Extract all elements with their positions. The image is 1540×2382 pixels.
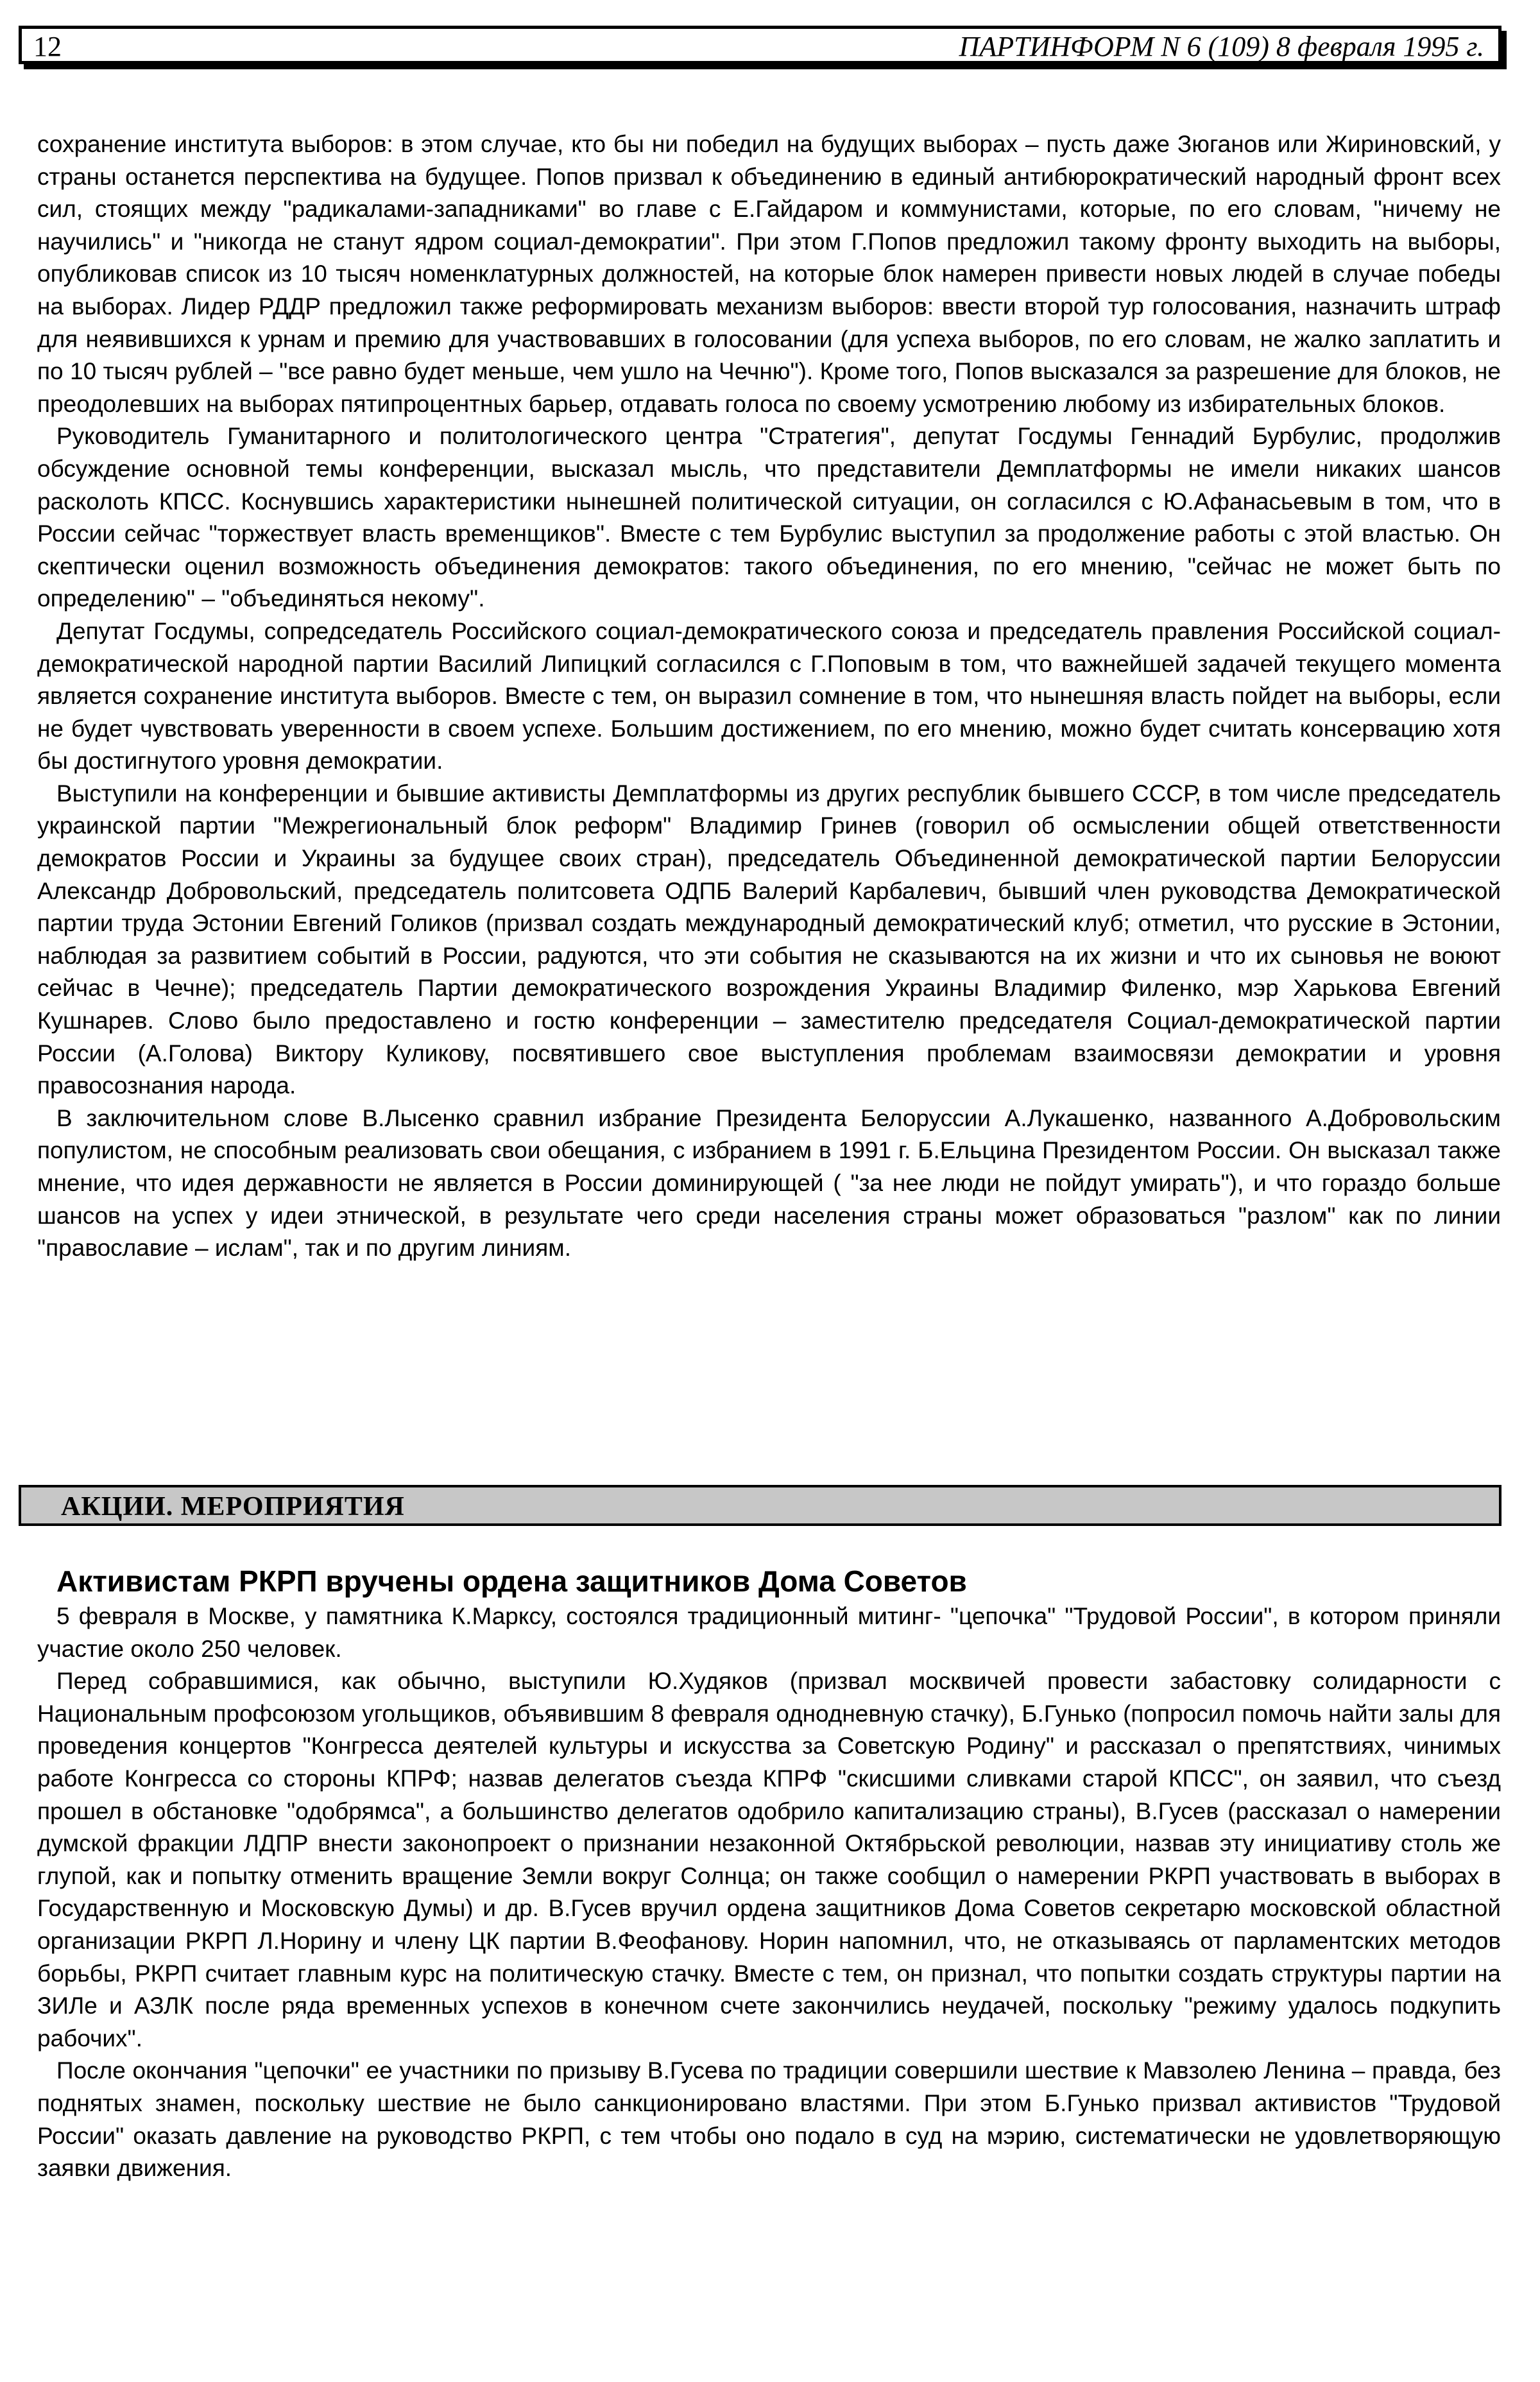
paragraph: В заключительном слове В.Лысенко сравнил избрание Президента Белоруссии А.Лукашенко, названного А.Добровольским популистом, не способным реализовать свои обещания, с избранием в 1991 г. Б.Ельцина Президентом России. Он высказал также мнение, что идея державности не является в России доминирующей ( "за нее люди не пойдут умирать"), и что гораздо больше шансов на успех у идеи этнической, в результате чего среди населения страны может образоваться "разлом" как по линии "православие – ислам", так и по другим линиям. (37, 1104, 1501, 1262)
paragraph: Депутат Госдумы, сопредседатель Российского социал-демократического союза и председатель правления Российской социал-демократической народной партии Василий Липицкий согласился с Г.Поповым в том, что важнейшей задачей текущего момента является сохранение института выборов. Вместе с тем, он выразил сомнение в том, что нынешняя власть пойдет на выборы, если не будет чувствовать уверенности в своем успехе. Большим достижением, по его мнению, можно будет считать консервацию хотя бы достигнутого уровня демократии. (37, 617, 1501, 775)
page-header (19, 26, 1502, 64)
paragraph: После окончания "цепочки" ее участники по призыву В.Гусева по традиции совершили шествие к Мавзолею Ленина – правда, без поднятых знамен, поскольку шествие не было санкционировано властями. При этом Б.Гунько призвал активистов "Трудовой России" оказать давление на руководство РКРП, с тем чтобы оно подало в суд на мэрию, систематически не удовлетворяющую заявки движения. (37, 2057, 1501, 2182)
section-title: АКЦИИ. МЕРОПРИЯТИЯ (61, 1492, 405, 1521)
paragraph: сохранение института выборов: в этом случае, кто бы ни победил на будущих выборах – пусть даже Зюганов или Жириновский, у страны останется перспектива на будущее. Попов призвал к объединению в единый антибюрократический народный фронт всех сил, стоящих между "радикалами-западниками" во главе с Е.Гайдаром и коммунистами, которые, по его словам, "ничему не научились" и "никогда не станут ядром социал-демократии". При этом Г.Попов предложил такому фронту выходить на выборы, опубликовав список из 10 тысяч номенклатурных должностей, на которые блок намерен привести новых людей в случае победы на выборах. Лидер РДДР предложил также реформировать механизм выборов: ввести второй тур голосования, назначить штраф для неявившихся к урнам и премию для участвовавших в голосовании (для успеха выборов, по его словам, не жалко заплатить и по 10 тысяч рублей – "все равно будет меньше, чем ушло на Чечню"). Кроме того, Попов высказался за разрешение для блоков, не преодолевших на выборах пятипроцентных барьер, отдавать голоса по своему усмотрению любому из избирательных блоков. (37, 131, 1501, 417)
article-body (37, 1600, 1501, 2185)
page-number: 12 (33, 31, 62, 62)
paragraph: 5 февраля в Москве, у памятника К.Марксу, состоялся традиционный митинг- "цепочка" "Трудовой России", в котором приняли участие около 250 человек. (37, 1603, 1501, 1662)
article-title: Активистам РКРП вручены ордена защитников Дома Советов (56, 1564, 967, 1598)
paragraph: Перед собравшимися, как обычно, выступили Ю.Худяков (призвал москвичей провести забастовку солидарности с Национальным профсоюзом угольщиков, объявившим 8 февраля однодневную стачку), Б.Гунько (попросил помочь найти залы для проведения концертов "Конгресса деятелей культуры и искусства за Советскую Родину" и рассказал о препятствиях, чинимых работе Конгресса со стороны КПРФ; назвав делегатов съезда КПРФ "скисшими сливками старой КПСС", он заявил, что съезд прошел в обстановке "одобрямса", а большинство делегатов одобрило капитализацию страны), В.Гусев (рассказал о намерении думской фракции ЛДПР внести законопроект о признании незаконной Октябрьской революции, назвав эту инициативу столь же глупой, как и попытку отменить вращение Земли вокруг Солнца; он также сообщил о намерении РКРП участвовать в выборах в Государственную и Московскую Думы) и др. В.Гусев вручил ордена защитников Дома Советов секретарю московской областной организации РКРП Л.Норину и члену ЦК партии В.Феофанову. Норин напомнил, что, не отказываясь от парламентских методов борьбы, РКРП считает главным курс на политическую стачку. Вместе с тем, он признал, что попытки создать структуры партии на ЗИЛе и АЗЛК после ряда временных успехов в конечном счете закончились неудачей, поскольку "режиму удалось подкупить рабочих". (37, 1668, 1501, 2052)
paragraph: Руководитель Гуманитарного и политологического центра "Стратегия", депутат Госдумы Геннадий Бурбулис, продолжив обсуждение основной темы конференции, высказал мысль, что представители Демплатформы не имели никаких шансов расколоть КПСС. Коснувшись характеристики нынешней политической ситуации, он согласился с Ю.Афанасьевым в том, что в России сейчас "торжествует власть временщиков". Вместе с тем Бурбулис выступил за продолжение работы с этой властью. Он скептически оценил возможность объединения демократов: такого объединения, по его мнению, "сейчас не может быть по определению" – "объединяться некому". (37, 423, 1501, 612)
publication-line: ПАРТИНФОРМ N 6 (109) 8 февраля 1995 г. (959, 31, 1484, 62)
paragraph: Выступили на конференции и бывшие активисты Демплатформы из других республик бывшего СССР, в том числе председатель украинской партии "Межрегиональный блок реформ" Владимир Гринев (говорил об осмыслении общей ответственности демократов России и Украины за будущее своих стран), председатель Объединенной демократической партии Белоруссии Александр Добровольский, председатель политсовета ОДПБ Валерий Карбалевич, бывший член руководства Демократической партии труда Эстонии Евгений Голиков (призвал создать международный демократический клуб; отметил, что русские в Эстонии, наблюдая за развитием событий в России, радуются, что эти события не сказываются на их жизни и что их сыновья не воюют сейчас в Чечне); председатель Партии демократического возрождения Украины Владимир Филенко, мэр Харькова Евгений Кушнарев. Слово было предоставлено и гостю конференции – заместителю председателя Социал-демократической партии России (А.Голова) Виктору Куликову, посвятившего свое выступления проблемам взаимосвязи демократии и уровня правосознания народа. (37, 780, 1501, 1099)
section-heading-band (19, 1485, 1502, 1526)
article-continuation (37, 128, 1501, 1265)
